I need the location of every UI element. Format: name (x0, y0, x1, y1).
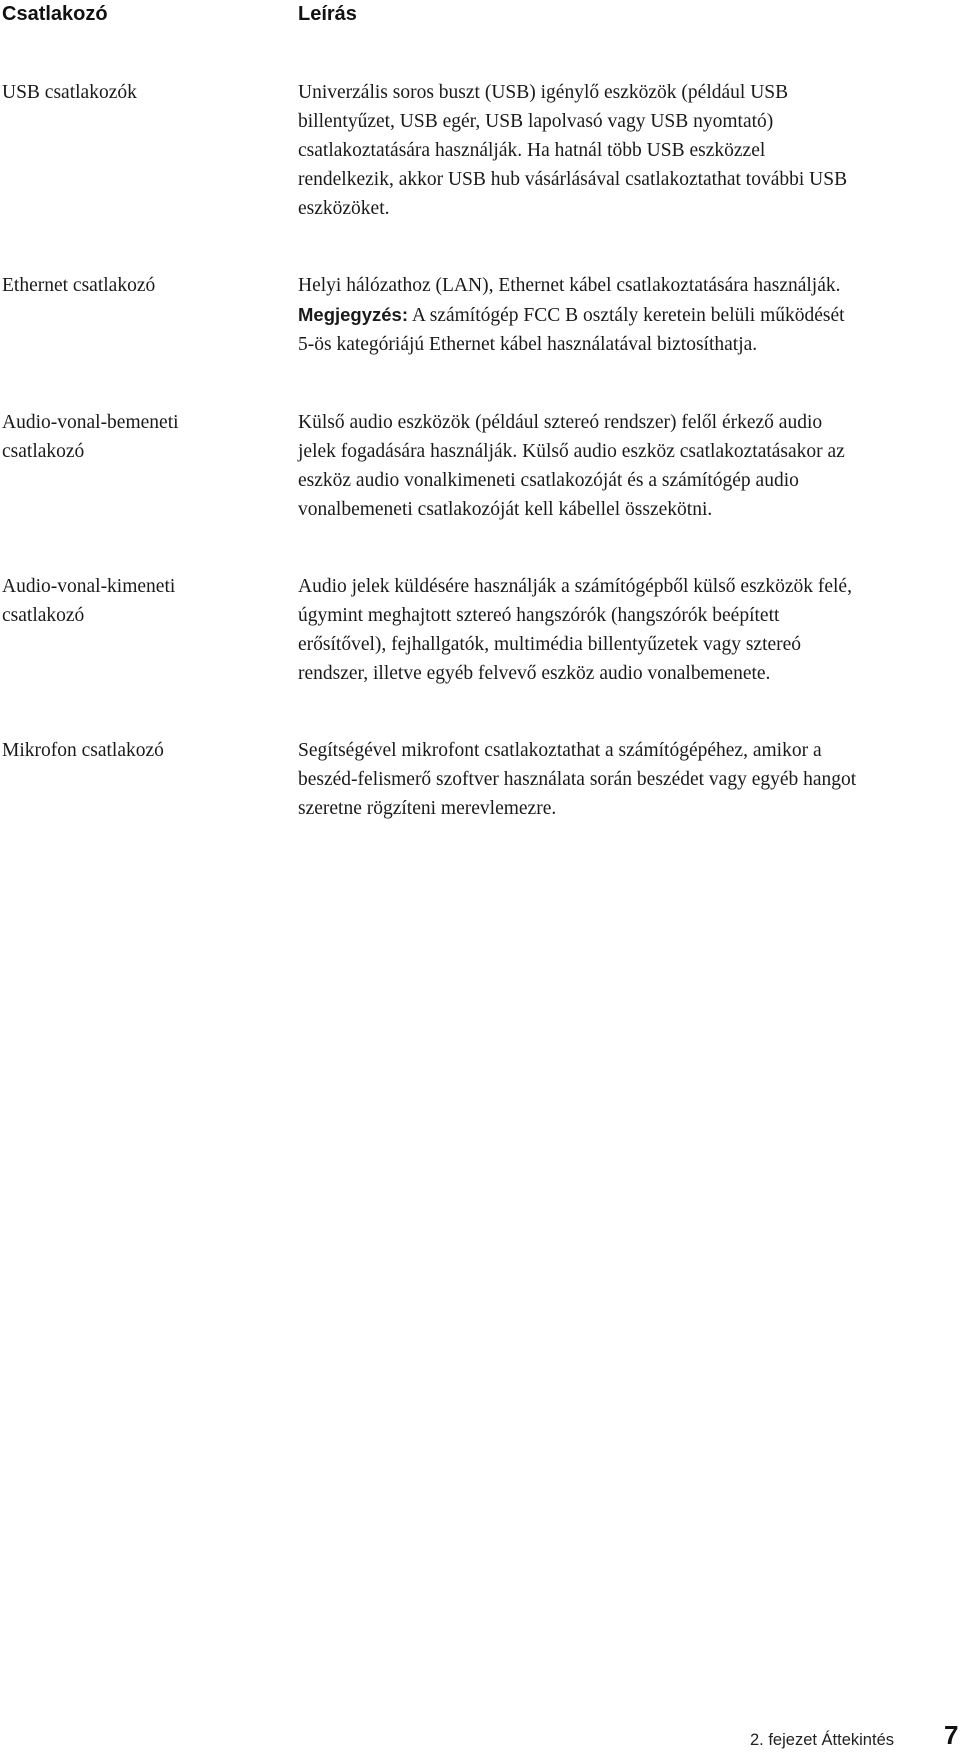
connector-description (298, 271, 938, 359)
table-row-audio-line-out (0, 572, 960, 692)
description-line: szeretne rögzíteni merevlemezre. (298, 798, 557, 819)
description-line: rendelkezik, akkor USB hub vásárlásával csatlakoztathat további USB (298, 169, 848, 190)
table-row-microphone (0, 736, 960, 828)
connector-line: Mikrofon csatlakozó (2, 740, 164, 761)
connector-description (298, 736, 938, 823)
note-label: Megjegyzés: (298, 304, 409, 325)
description-line: billentyűzet, USB egér, USB lapolvasó vagy USB nyomtató) (298, 111, 774, 132)
connector-name (2, 271, 272, 300)
description-line: Segítségével mikrofont csatlakoztathat a számítógépéhez, amikor a (298, 740, 822, 761)
table-row-usb (0, 78, 960, 228)
connector-line: Ethernet csatlakozó (2, 275, 156, 296)
connector-description (298, 408, 938, 524)
description-line: úgymint meghajtott sztereó hangszórók (hangszórók beépített (298, 605, 780, 626)
note-text: A számítógép FCC B osztály keretein belüli működését (411, 305, 845, 326)
table-row-ethernet (0, 271, 960, 363)
description-line: Külső audio eszközök (például sztereó rendszer) felől érkező audio (298, 412, 823, 433)
connector-line: Audio-vonal-kimeneti (2, 576, 176, 597)
note-line: 5-ös kategóriájú Ethernet kábel használatával biztosíthatja. (298, 334, 758, 355)
description-line: csatlakoztatására használják. Ha hatnál több USB eszközzel (298, 140, 766, 161)
description-line: erősítővel), fejhallgatók, multimédia billentyűzetek vagy sztereó (298, 634, 802, 655)
description-line: Helyi hálózathoz (LAN), Ethernet kábel csatlakoztatására használják. (298, 275, 841, 296)
description-line: beszéd-felismerő szoftver használata során beszédet vagy egyéb hangot (298, 769, 857, 790)
connector-description (298, 572, 938, 688)
description-line: Audio jelek küldésére használják a számítógépből külső eszközök felé, (298, 576, 852, 597)
connector-description (298, 78, 938, 223)
description-line: eszköz audio vonalkimeneti csatlakozóját és a számítógép audio (298, 470, 799, 491)
description-line: jelek fogadására használják. Külső audio eszköz csatlakoztatásakor az (298, 441, 845, 462)
table-row-audio-line-in (0, 408, 960, 528)
page-number: 7 (944, 1720, 959, 1750)
header-description: Leírás (298, 3, 357, 25)
connector-line: USB csatlakozók (2, 82, 137, 103)
description-line: rendszer, illetve egyéb felvevő eszköz audio vonalbemenete. (298, 663, 771, 684)
description-line: eszközöket. (298, 198, 390, 219)
connector-name (2, 408, 272, 466)
connector-name (2, 78, 272, 107)
note-line (298, 300, 938, 330)
connector-name (2, 572, 272, 630)
connector-name (2, 736, 272, 765)
description-line: Univerzális soros buszt (USB) igénylő eszközök (például USB (298, 82, 789, 103)
page-footer (700, 1718, 959, 1754)
chapter-title: 2. fejezet Áttekintés (750, 1731, 894, 1749)
connector-line: csatlakozó (2, 605, 85, 626)
description-line: vonalbemeneti csatlakozóját kell kábellel összekötni. (298, 499, 713, 520)
connector-line: csatlakozó (2, 441, 85, 462)
table-header (0, 0, 960, 34)
connector-line: Audio-vonal-bemeneti (2, 412, 179, 433)
header-connector: Csatlakozó (2, 3, 108, 25)
